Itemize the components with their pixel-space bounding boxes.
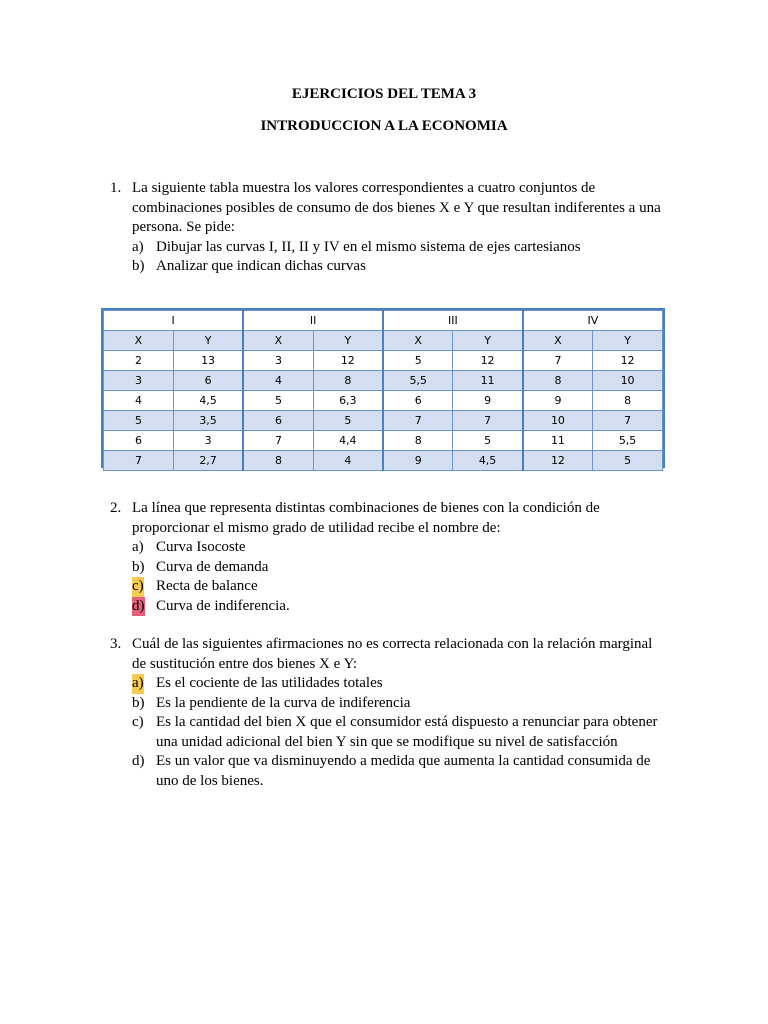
table-cell: 4	[104, 391, 174, 411]
option-letter-highlighted: d)	[132, 597, 145, 617]
group-header: I	[104, 311, 244, 331]
table-cell: 9	[383, 451, 453, 471]
option-c	[132, 713, 670, 752]
table-cell: 5	[383, 351, 453, 371]
table-cell: 4,5	[173, 391, 243, 411]
table-cell: 5	[313, 411, 383, 431]
table-cell: 9	[523, 391, 593, 411]
option-letter: b)	[132, 558, 145, 575]
table-cell: 6	[173, 371, 243, 391]
table-cell: 3	[173, 431, 243, 451]
question-3	[110, 635, 670, 791]
table-cell: 13	[173, 351, 243, 371]
column-header: Y	[453, 331, 523, 351]
table-cell: 9	[453, 391, 523, 411]
column-header: X	[383, 331, 453, 351]
group-header: IV	[523, 311, 663, 331]
table-row	[104, 431, 663, 451]
table-cell: 10	[523, 411, 593, 431]
table-cell: 7	[523, 351, 593, 371]
question-text: La siguiente tabla muestra los valores correspondientes a cuatro conjuntos de combinaciones posibles de consumo de dos bienes X e Y que resultan indiferentes a una persona. Se pide:	[132, 180, 661, 235]
column-header: Y	[593, 331, 663, 351]
question-number: 1.	[110, 180, 122, 196]
table-cell: 2,7	[173, 451, 243, 471]
question-text: Cuál de las siguientes afirmaciones no es correcta relacionada con la relación marginal de sustitución entre dos bienes X e Y:	[132, 636, 653, 672]
option-c	[132, 577, 670, 597]
question-number: 2.	[110, 500, 122, 516]
table-cell: 3	[243, 351, 313, 371]
page-subtitle: INTRODUCCION A LA ECONOMIA	[260, 118, 508, 134]
option-a	[132, 674, 670, 694]
group-header: II	[243, 311, 383, 331]
table-row	[104, 411, 663, 431]
option-a	[132, 538, 670, 558]
table-row	[104, 351, 663, 371]
option-text: Analizar que indican dichas curvas	[156, 258, 366, 274]
table-cell: 7	[243, 431, 313, 451]
table-cell: 5,5	[383, 371, 453, 391]
table-cell: 5	[593, 451, 663, 471]
option-letter: b)	[132, 258, 145, 274]
table-cell: 7	[104, 451, 174, 471]
option-letter-highlighted: c)	[132, 577, 144, 597]
option-text: Curva de demanda	[156, 558, 269, 575]
table-cell: 7	[593, 411, 663, 431]
table-cell: 11	[523, 431, 593, 451]
table-cell: 3,5	[173, 411, 243, 431]
table-subheader-row	[104, 331, 663, 351]
option-d	[132, 752, 670, 791]
table-cell: 12	[313, 351, 383, 371]
option-d	[132, 597, 670, 617]
column-header: X	[104, 331, 174, 351]
table-cell: 5,5	[593, 431, 663, 451]
question-1	[110, 179, 670, 277]
table-cell: 12	[453, 351, 523, 371]
group-header: III	[383, 311, 523, 331]
page-title: EJERCICIOS DEL TEMA 3	[291, 86, 477, 102]
option-letter-highlighted: a)	[132, 674, 144, 694]
table-cell: 6	[383, 391, 453, 411]
option-text: Es el cociente de las utilidades totales	[156, 675, 383, 691]
option-letter: d)	[132, 753, 145, 769]
question-number: 3.	[110, 636, 122, 652]
option-letter: a)	[132, 539, 144, 555]
table-group-header-row	[104, 311, 663, 331]
option-letter: c)	[132, 714, 144, 730]
option-text: Es la pendiente de la curva de indiferencia	[156, 694, 411, 711]
table-cell: 4,5	[453, 451, 523, 471]
table-cell: 5	[453, 431, 523, 451]
option-text: Curva de indiferencia.	[156, 597, 290, 614]
column-header: Y	[313, 331, 383, 351]
indifference-table	[101, 308, 665, 468]
option-text: Es la cantidad del bien X que el consumidor está dispuesto a renunciar para obtener una unidad adicional del bien Y sin que se modifique su nivel de satisfacción	[156, 714, 658, 750]
table-row	[104, 391, 663, 411]
column-header: X	[243, 331, 313, 351]
question-text: La línea que representa distintas combinaciones de bienes con la condición de proporcionar el mismo grado de utilidad recibe el nombre de:	[132, 500, 600, 536]
option-text: Dibujar las curvas I, II, II y IV en el mismo sistema de ejes cartesianos	[156, 238, 581, 255]
table-cell: 8	[523, 371, 593, 391]
option-letter: b)	[132, 694, 145, 711]
table-cell: 6	[104, 431, 174, 451]
table-cell: 7	[453, 411, 523, 431]
table-row	[104, 451, 663, 471]
question-2	[110, 499, 670, 616]
table-cell: 4,4	[313, 431, 383, 451]
option-text: Curva Isocoste	[156, 539, 246, 555]
table-cell: 6	[243, 411, 313, 431]
table-cell: 12	[523, 451, 593, 471]
option-b	[132, 558, 670, 578]
table-cell: 8	[383, 431, 453, 451]
option-a	[132, 238, 670, 258]
table-cell: 2	[104, 351, 174, 371]
table-cell: 5	[243, 391, 313, 411]
option-text: Es un valor que va disminuyendo a medida que aumenta la cantidad consumida de uno de los bienes.	[156, 753, 651, 789]
table-cell: 4	[243, 371, 313, 391]
table-cell: 12	[593, 351, 663, 371]
table-cell: 8	[243, 451, 313, 471]
option-text: Recta de balance	[156, 578, 258, 594]
table-cell: 8	[313, 371, 383, 391]
table-cell: 8	[593, 391, 663, 411]
table-row	[104, 371, 663, 391]
column-header: X	[523, 331, 593, 351]
table-cell: 10	[593, 371, 663, 391]
table-cell: 11	[453, 371, 523, 391]
table-cell: 3	[104, 371, 174, 391]
table-cell: 7	[383, 411, 453, 431]
table-cell: 5	[104, 411, 174, 431]
column-header: Y	[173, 331, 243, 351]
option-letter: a)	[132, 238, 144, 255]
table-cell: 4	[313, 451, 383, 471]
option-b	[132, 694, 670, 714]
table-cell: 6,3	[313, 391, 383, 411]
option-b	[132, 257, 670, 277]
